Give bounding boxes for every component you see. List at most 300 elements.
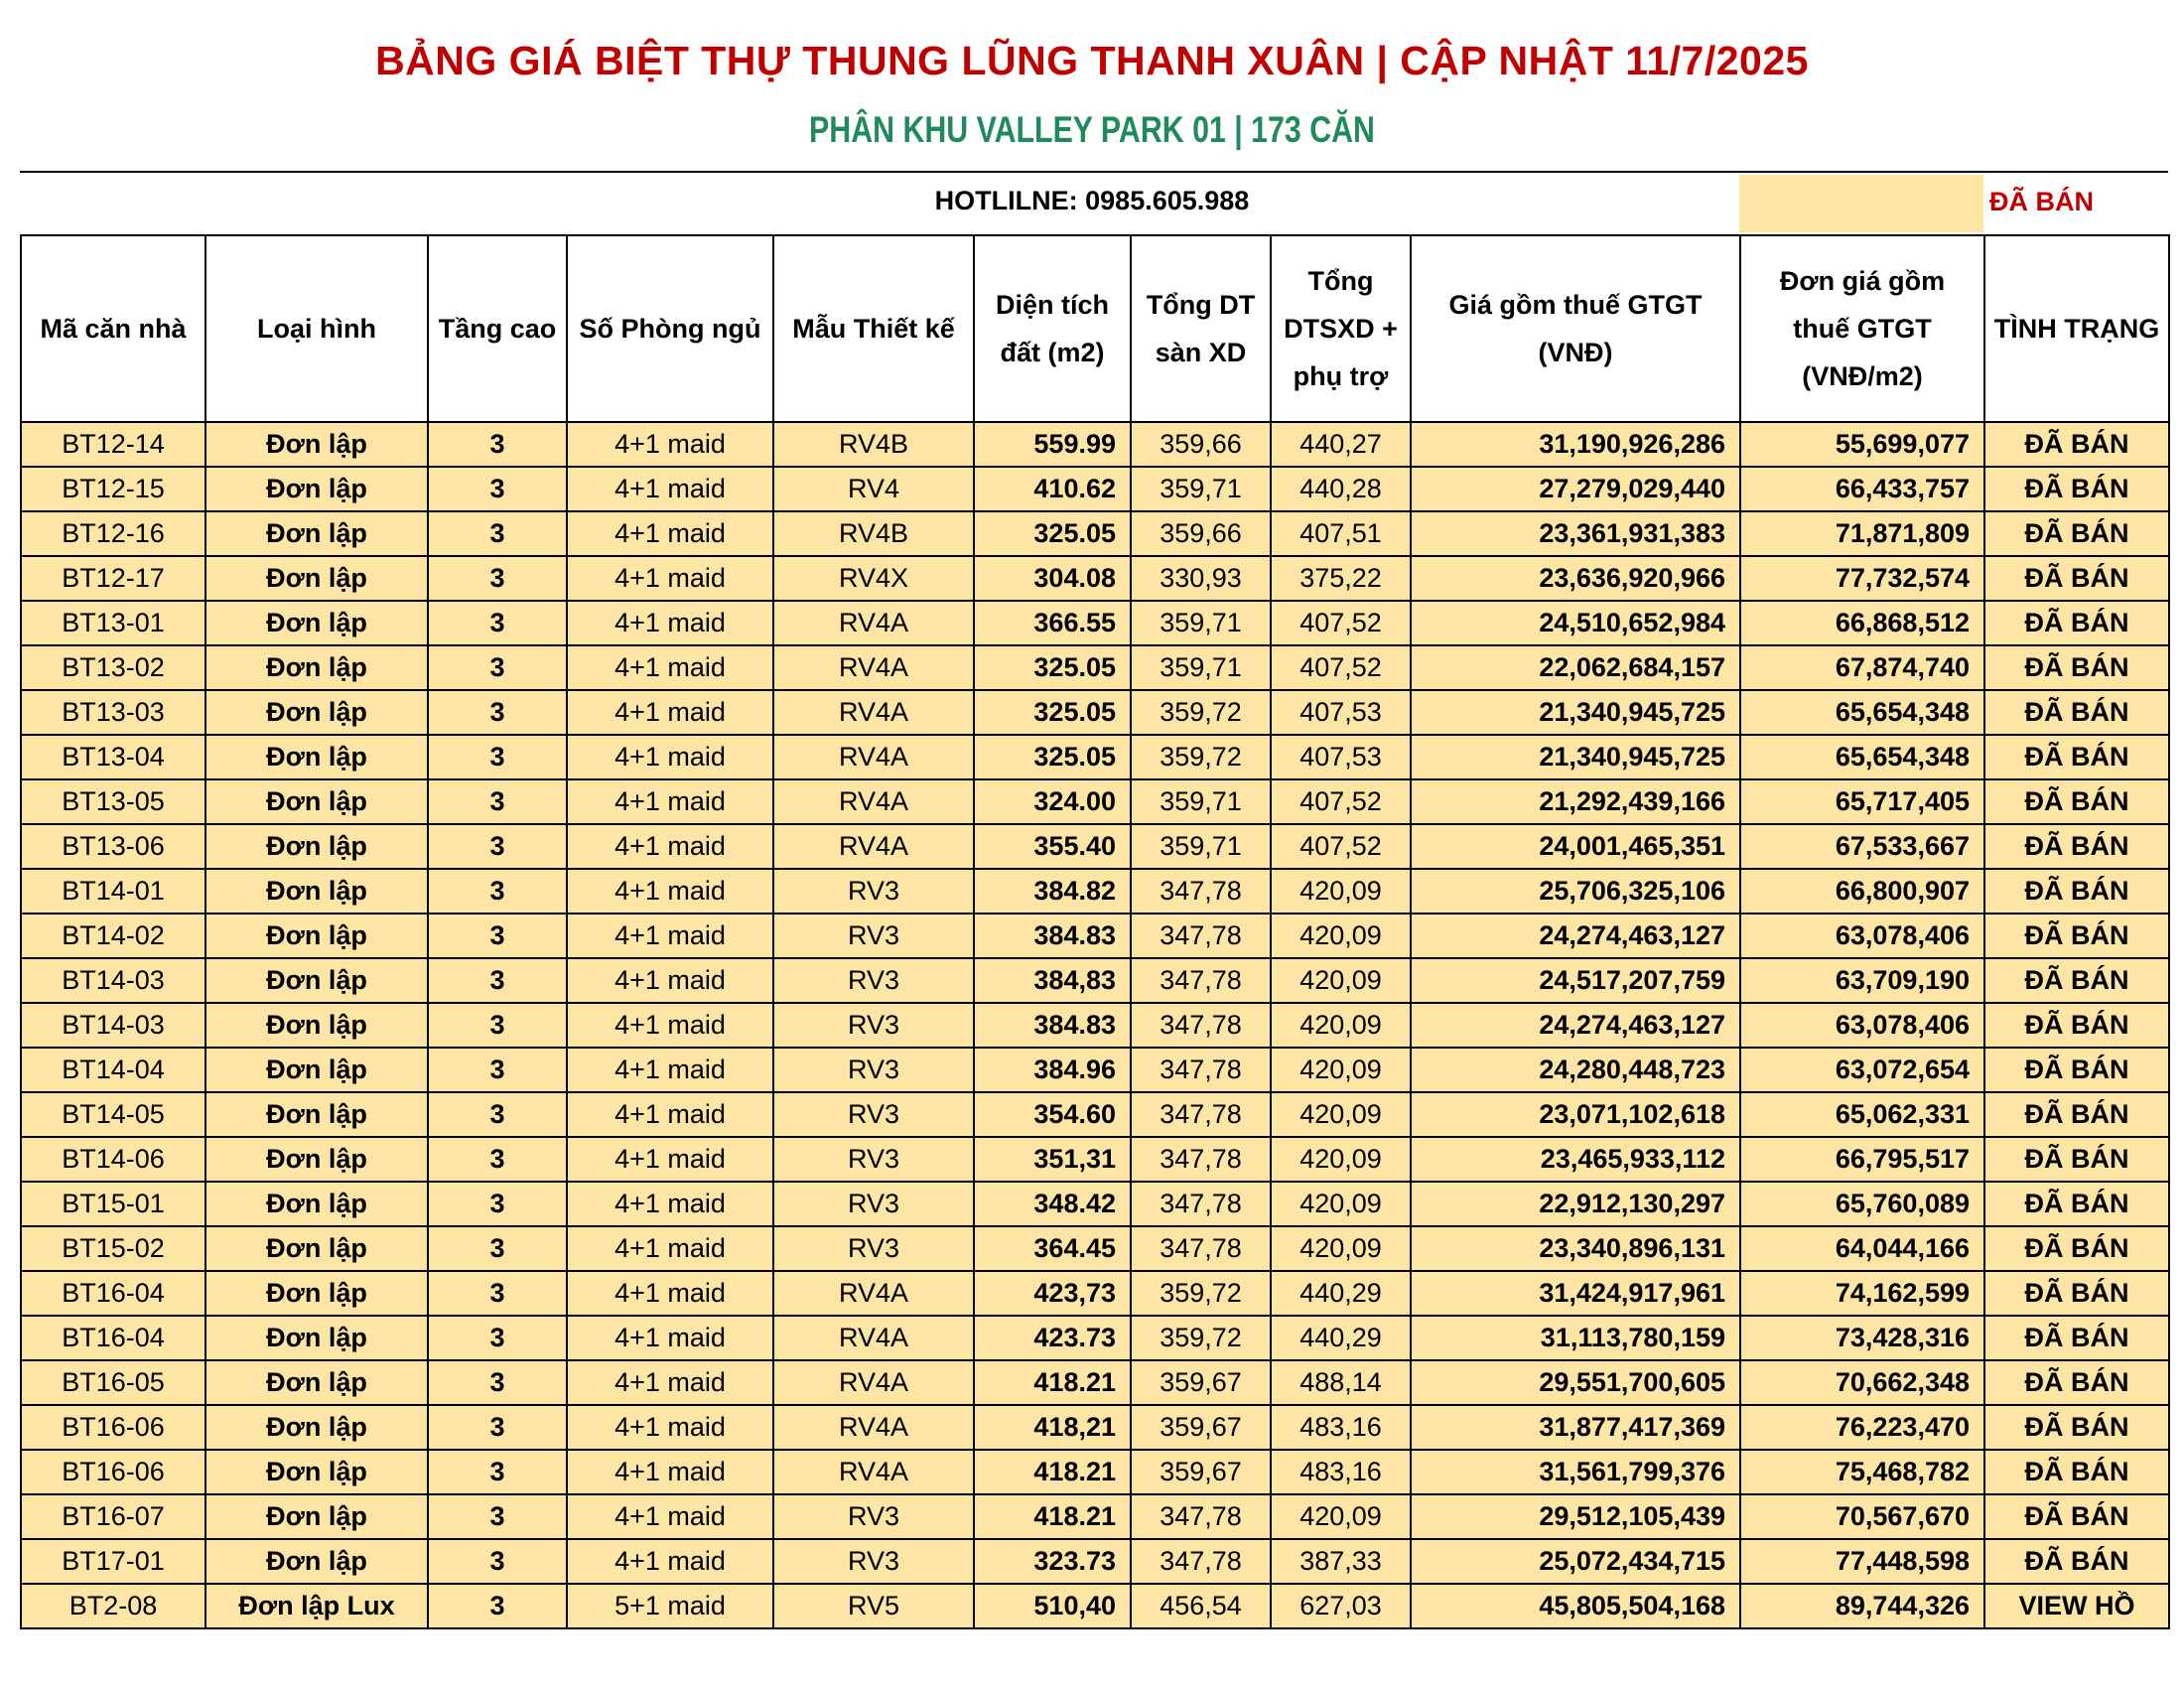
- cell-floors: 3: [428, 601, 567, 645]
- cell-type: Đơn lập: [205, 1137, 428, 1182]
- cell-unit-code: BT16-06: [21, 1450, 205, 1494]
- table-row: [21, 511, 2169, 556]
- table-row: [21, 422, 2169, 467]
- cell-floors: 3: [428, 1226, 567, 1271]
- table-row: [21, 1271, 2169, 1316]
- cell-unit-price: 65,654,348: [1740, 690, 1984, 735]
- cell-floors: 3: [428, 1092, 567, 1137]
- cell-status: ĐÃ BÁN: [1984, 1539, 2169, 1584]
- cell-total-area: 483,16: [1271, 1405, 1411, 1450]
- cell-land-area: 384.83: [974, 1003, 1131, 1048]
- table-row: [21, 690, 2169, 735]
- cell-total-area: 440,29: [1271, 1316, 1411, 1360]
- cell-land-area: 325.05: [974, 645, 1131, 690]
- cell-type: Đơn lập: [205, 824, 428, 869]
- cell-unit-price: 55,699,077: [1740, 422, 1984, 467]
- cell-type: Đơn lập: [205, 914, 428, 958]
- cell-bedrooms: 4+1 maid: [567, 422, 773, 467]
- column-header: Đơn giá gồm thuế GTGT (VNĐ/m2): [1740, 235, 1984, 422]
- cell-floors: 3: [428, 1405, 567, 1450]
- cell-design: RV3: [773, 1003, 974, 1048]
- cell-land-area: 366.55: [974, 601, 1131, 645]
- cell-unit-code: BT16-06: [21, 1405, 205, 1450]
- cell-floors: 3: [428, 1584, 567, 1628]
- cell-total-area: 375,22: [1271, 556, 1411, 601]
- cell-price: 31,424,917,961: [1411, 1271, 1740, 1316]
- cell-floors: 3: [428, 1450, 567, 1494]
- cell-unit-code: BT17-01: [21, 1539, 205, 1584]
- cell-unit-price: 77,732,574: [1740, 556, 1984, 601]
- cell-total-area: 440,28: [1271, 467, 1411, 511]
- cell-bedrooms: 4+1 maid: [567, 645, 773, 690]
- cell-status: ĐÃ BÁN: [1984, 645, 2169, 690]
- table-row: [21, 1316, 2169, 1360]
- cell-land-area: 348.42: [974, 1182, 1131, 1226]
- cell-status: ĐÃ BÁN: [1984, 1360, 2169, 1405]
- column-header: Tổng DT sàn XD: [1131, 235, 1271, 422]
- cell-bedrooms: 4+1 maid: [567, 467, 773, 511]
- cell-price: 21,340,945,725: [1411, 690, 1740, 735]
- cell-status: ĐÃ BÁN: [1984, 824, 2169, 869]
- cell-floors: 3: [428, 645, 567, 690]
- cell-status: ĐÃ BÁN: [1984, 1003, 2169, 1048]
- cell-type: Đơn lập: [205, 1405, 428, 1450]
- cell-unit-price: 70,567,670: [1740, 1494, 1984, 1539]
- cell-total-area: 420,09: [1271, 958, 1411, 1003]
- cell-type: Đơn lập: [205, 1048, 428, 1092]
- column-header: Mã căn nhà: [21, 235, 205, 422]
- cell-floors: 3: [428, 914, 567, 958]
- cell-total-area: 407,53: [1271, 690, 1411, 735]
- cell-floor-area: 347,78: [1131, 1182, 1271, 1226]
- cell-total-area: 420,09: [1271, 869, 1411, 914]
- cell-bedrooms: 4+1 maid: [567, 1048, 773, 1092]
- price-table: [20, 234, 2170, 1629]
- cell-land-area: 325.05: [974, 735, 1131, 779]
- cell-type: Đơn lập: [205, 869, 428, 914]
- cell-bedrooms: 4+1 maid: [567, 1092, 773, 1137]
- cell-floor-area: 359,72: [1131, 1316, 1271, 1360]
- cell-floor-area: 347,78: [1131, 1494, 1271, 1539]
- cell-unit-code: BT12-16: [21, 511, 205, 556]
- cell-price: 29,512,105,439: [1411, 1494, 1740, 1539]
- cell-land-area: 384,83: [974, 958, 1131, 1003]
- cell-bedrooms: 4+1 maid: [567, 1360, 773, 1405]
- cell-floor-area: 456,54: [1131, 1584, 1271, 1628]
- cell-design: RV3: [773, 1226, 974, 1271]
- cell-total-area: 407,51: [1271, 511, 1411, 556]
- cell-floor-area: 359,71: [1131, 645, 1271, 690]
- cell-price: 25,072,434,715: [1411, 1539, 1740, 1584]
- cell-land-area: 418.21: [974, 1450, 1131, 1494]
- cell-unit-price: 66,868,512: [1740, 601, 1984, 645]
- column-header: Tầng cao: [428, 235, 567, 422]
- table-row: [21, 1137, 2169, 1182]
- cell-status: ĐÃ BÁN: [1984, 1182, 2169, 1226]
- cell-floors: 3: [428, 1182, 567, 1226]
- table-row: [21, 1539, 2169, 1584]
- cell-floors: 3: [428, 1271, 567, 1316]
- table-row: [21, 779, 2169, 824]
- cell-design: RV4X: [773, 556, 974, 601]
- cell-bedrooms: 5+1 maid: [567, 1584, 773, 1628]
- cell-floor-area: 347,78: [1131, 958, 1271, 1003]
- cell-unit-price: 63,078,406: [1740, 914, 1984, 958]
- cell-unit-code: BT13-02: [21, 645, 205, 690]
- cell-price: 45,805,504,168: [1411, 1584, 1740, 1628]
- page-subtitle: PHÂN KHU VALLEY PARK 01 | 173 CĂN: [809, 109, 1375, 150]
- cell-unit-price: 66,800,907: [1740, 869, 1984, 914]
- cell-bedrooms: 4+1 maid: [567, 511, 773, 556]
- cell-design: RV3: [773, 1048, 974, 1092]
- cell-price: 22,912,130,297: [1411, 1182, 1740, 1226]
- cell-price: 23,340,896,131: [1411, 1226, 1740, 1271]
- cell-unit-code: BT13-06: [21, 824, 205, 869]
- table-row: [21, 601, 2169, 645]
- cell-bedrooms: 4+1 maid: [567, 1003, 773, 1048]
- cell-floor-area: 359,72: [1131, 735, 1271, 779]
- cell-total-area: 420,09: [1271, 1137, 1411, 1182]
- cell-design: RV3: [773, 1182, 974, 1226]
- cell-type: Đơn lập: [205, 735, 428, 779]
- cell-unit-price: 70,662,348: [1740, 1360, 1984, 1405]
- cell-unit-price: 63,078,406: [1740, 1003, 1984, 1048]
- table-row: [21, 1494, 2169, 1539]
- cell-price: 24,274,463,127: [1411, 914, 1740, 958]
- legend-swatch: [1739, 175, 1983, 232]
- cell-unit-price: 71,871,809: [1740, 511, 1984, 556]
- cell-price: 24,274,463,127: [1411, 1003, 1740, 1048]
- cell-unit-code: BT14-01: [21, 869, 205, 914]
- table-row: [21, 645, 2169, 690]
- page-title: BẢNG GIÁ BIỆT THỰ THUNG LŨNG THANH XUÂN | CẬP NHẬT 11/7/2025: [375, 38, 1809, 83]
- cell-floors: 3: [428, 1048, 567, 1092]
- cell-type: Đơn lập: [205, 422, 428, 467]
- cell-floors: 3: [428, 779, 567, 824]
- cell-unit-price: 66,433,757: [1740, 467, 1984, 511]
- cell-status: ĐÃ BÁN: [1984, 422, 2169, 467]
- cell-unit-price: 63,709,190: [1740, 958, 1984, 1003]
- cell-floor-area: 347,78: [1131, 869, 1271, 914]
- cell-total-area: 420,09: [1271, 1092, 1411, 1137]
- column-header: Diện tích đất (m2): [974, 235, 1131, 422]
- cell-total-area: 488,14: [1271, 1360, 1411, 1405]
- cell-design: RV4A: [773, 645, 974, 690]
- cell-land-area: 355.40: [974, 824, 1131, 869]
- cell-bedrooms: 4+1 maid: [567, 1405, 773, 1450]
- cell-unit-price: 75,468,782: [1740, 1450, 1984, 1494]
- cell-bedrooms: 4+1 maid: [567, 824, 773, 869]
- cell-design: RV4A: [773, 735, 974, 779]
- cell-status: ĐÃ BÁN: [1984, 690, 2169, 735]
- cell-land-area: 325.05: [974, 511, 1131, 556]
- cell-type: Đơn lập: [205, 1092, 428, 1137]
- cell-land-area: 323.73: [974, 1539, 1131, 1584]
- cell-price: 21,292,439,166: [1411, 779, 1740, 824]
- cell-floors: 3: [428, 1494, 567, 1539]
- cell-status: ĐÃ BÁN: [1984, 869, 2169, 914]
- cell-land-area: 418.21: [974, 1494, 1131, 1539]
- table-row: [21, 467, 2169, 511]
- cell-price: 23,636,920,966: [1411, 556, 1740, 601]
- cell-type: Đơn lập: [205, 556, 428, 601]
- column-header: TÌNH TRẠNG: [1984, 235, 2169, 422]
- cell-status: ĐÃ BÁN: [1984, 1137, 2169, 1182]
- cell-unit-code: BT13-01: [21, 601, 205, 645]
- cell-bedrooms: 4+1 maid: [567, 690, 773, 735]
- cell-bedrooms: 4+1 maid: [567, 779, 773, 824]
- cell-type: Đơn lập Lux: [205, 1584, 428, 1628]
- cell-unit-code: BT13-03: [21, 690, 205, 735]
- cell-status: ĐÃ BÁN: [1984, 1405, 2169, 1450]
- cell-unit-price: 77,448,598: [1740, 1539, 1984, 1584]
- cell-unit-code: BT12-15: [21, 467, 205, 511]
- cell-price: 23,071,102,618: [1411, 1092, 1740, 1137]
- cell-unit-price: 65,760,089: [1740, 1182, 1984, 1226]
- cell-unit-price: 65,654,348: [1740, 735, 1984, 779]
- table-row: [21, 824, 2169, 869]
- cell-status: ĐÃ BÁN: [1984, 1316, 2169, 1360]
- cell-floor-area: 359,72: [1131, 1271, 1271, 1316]
- legend-label: ĐÃ BÁN: [1989, 187, 2094, 216]
- cell-price: 31,190,926,286: [1411, 422, 1740, 467]
- cell-price: 23,465,933,112: [1411, 1137, 1740, 1182]
- cell-bedrooms: 4+1 maid: [567, 1226, 773, 1271]
- cell-design: RV4A: [773, 1405, 974, 1450]
- table-row: [21, 735, 2169, 779]
- cell-total-area: 407,53: [1271, 735, 1411, 779]
- cell-land-area: 418.21: [974, 1360, 1131, 1405]
- cell-type: Đơn lập: [205, 1271, 428, 1316]
- cell-land-area: 384.83: [974, 914, 1131, 958]
- cell-total-area: 407,52: [1271, 601, 1411, 645]
- cell-floors: 3: [428, 556, 567, 601]
- cell-design: RV5: [773, 1584, 974, 1628]
- cell-total-area: 420,09: [1271, 1494, 1411, 1539]
- cell-total-area: 387,33: [1271, 1539, 1411, 1584]
- cell-price: 24,510,652,984: [1411, 601, 1740, 645]
- cell-floor-area: 359,71: [1131, 467, 1271, 511]
- cell-design: RV3: [773, 1539, 974, 1584]
- cell-type: Đơn lập: [205, 1003, 428, 1048]
- cell-land-area: 410.62: [974, 467, 1131, 511]
- cell-status: VIEW HỒ: [1984, 1584, 2169, 1628]
- cell-unit-code: BT2-08: [21, 1584, 205, 1628]
- cell-floors: 3: [428, 511, 567, 556]
- cell-unit-code: BT12-17: [21, 556, 205, 601]
- cell-price: 31,561,799,376: [1411, 1450, 1740, 1494]
- cell-bedrooms: 4+1 maid: [567, 556, 773, 601]
- cell-floor-area: 359,67: [1131, 1405, 1271, 1450]
- cell-total-area: 407,52: [1271, 824, 1411, 869]
- cell-type: Đơn lập: [205, 645, 428, 690]
- cell-land-area: 559.99: [974, 422, 1131, 467]
- cell-unit-code: BT13-05: [21, 779, 205, 824]
- cell-total-area: 440,29: [1271, 1271, 1411, 1316]
- cell-bedrooms: 4+1 maid: [567, 958, 773, 1003]
- cell-floors: 3: [428, 869, 567, 914]
- cell-type: Đơn lập: [205, 1360, 428, 1405]
- column-header: Tổng DTSXD + phụ trợ: [1271, 235, 1411, 422]
- cell-floor-area: 347,78: [1131, 914, 1271, 958]
- cell-land-area: 384.96: [974, 1048, 1131, 1092]
- cell-floors: 3: [428, 1360, 567, 1405]
- cell-design: RV3: [773, 1494, 974, 1539]
- cell-type: Đơn lập: [205, 467, 428, 511]
- cell-unit-code: BT15-02: [21, 1226, 205, 1271]
- cell-unit-price: 65,717,405: [1740, 779, 1984, 824]
- cell-bedrooms: 4+1 maid: [567, 1450, 773, 1494]
- cell-status: ĐÃ BÁN: [1984, 914, 2169, 958]
- cell-design: RV4A: [773, 690, 974, 735]
- cell-land-area: 423,73: [974, 1271, 1131, 1316]
- column-header: Mẫu Thiết kế: [773, 235, 974, 422]
- cell-status: ĐÃ BÁN: [1984, 1494, 2169, 1539]
- cell-type: Đơn lập: [205, 1316, 428, 1360]
- table-row: [21, 1360, 2169, 1405]
- divider: [20, 171, 2168, 173]
- cell-land-area: 354.60: [974, 1092, 1131, 1137]
- cell-price: 23,361,931,383: [1411, 511, 1740, 556]
- cell-floors: 3: [428, 467, 567, 511]
- table-row: [21, 869, 2169, 914]
- cell-floor-area: 359,66: [1131, 422, 1271, 467]
- cell-unit-code: BT14-03: [21, 1003, 205, 1048]
- cell-floor-area: 359,67: [1131, 1360, 1271, 1405]
- cell-unit-code: BT12-14: [21, 422, 205, 467]
- cell-total-area: 420,09: [1271, 1003, 1411, 1048]
- cell-status: ĐÃ BÁN: [1984, 601, 2169, 645]
- cell-type: Đơn lập: [205, 1494, 428, 1539]
- cell-design: RV4A: [773, 1360, 974, 1405]
- cell-floor-area: 359,72: [1131, 690, 1271, 735]
- table-row: [21, 958, 2169, 1003]
- cell-status: ĐÃ BÁN: [1984, 735, 2169, 779]
- cell-unit-code: BT16-04: [21, 1316, 205, 1360]
- cell-status: ĐÃ BÁN: [1984, 779, 2169, 824]
- table-row: [21, 914, 2169, 958]
- cell-total-area: 407,52: [1271, 779, 1411, 824]
- cell-land-area: 324.00: [974, 779, 1131, 824]
- cell-unit-code: BT16-04: [21, 1271, 205, 1316]
- cell-floor-area: 359,71: [1131, 601, 1271, 645]
- table-row: [21, 1182, 2169, 1226]
- cell-floor-area: 330,93: [1131, 556, 1271, 601]
- cell-bedrooms: 4+1 maid: [567, 1539, 773, 1584]
- cell-design: RV4A: [773, 824, 974, 869]
- cell-bedrooms: 4+1 maid: [567, 1494, 773, 1539]
- cell-land-area: 304.08: [974, 556, 1131, 601]
- cell-floors: 3: [428, 690, 567, 735]
- cell-total-area: 407,52: [1271, 645, 1411, 690]
- cell-land-area: 510,40: [974, 1584, 1131, 1628]
- cell-status: ĐÃ BÁN: [1984, 1092, 2169, 1137]
- cell-design: RV3: [773, 869, 974, 914]
- cell-design: RV4B: [773, 511, 974, 556]
- table-header-row: [21, 235, 2169, 422]
- cell-unit-price: 74,162,599: [1740, 1271, 1984, 1316]
- cell-type: Đơn lập: [205, 1539, 428, 1584]
- cell-status: ĐÃ BÁN: [1984, 1450, 2169, 1494]
- table-row: [21, 1003, 2169, 1048]
- table-row: [21, 1450, 2169, 1494]
- cell-floors: 3: [428, 958, 567, 1003]
- cell-status: ĐÃ BÁN: [1984, 556, 2169, 601]
- cell-status: ĐÃ BÁN: [1984, 511, 2169, 556]
- cell-status: ĐÃ BÁN: [1984, 1048, 2169, 1092]
- hotline-text: HOTLILNE: 0985.605.988: [934, 186, 1250, 215]
- cell-unit-price: 73,428,316: [1740, 1316, 1984, 1360]
- cell-type: Đơn lập: [205, 1182, 428, 1226]
- cell-unit-code: BT13-04: [21, 735, 205, 779]
- cell-unit-code: BT14-03: [21, 958, 205, 1003]
- cell-unit-price: 67,533,667: [1740, 824, 1984, 869]
- cell-land-area: 418,21: [974, 1405, 1131, 1450]
- cell-floor-area: 359,71: [1131, 779, 1271, 824]
- cell-floors: 3: [428, 1003, 567, 1048]
- cell-unit-price: 64,044,166: [1740, 1226, 1984, 1271]
- cell-price: 27,279,029,440: [1411, 467, 1740, 511]
- table-row: [21, 1226, 2169, 1271]
- cell-unit-price: 63,072,654: [1740, 1048, 1984, 1092]
- column-header: Giá gồm thuế GTGT (VNĐ): [1411, 235, 1740, 422]
- cell-type: Đơn lập: [205, 1226, 428, 1271]
- cell-type: Đơn lập: [205, 601, 428, 645]
- cell-bedrooms: 4+1 maid: [567, 869, 773, 914]
- cell-type: Đơn lập: [205, 1450, 428, 1494]
- cell-unit-code: BT14-06: [21, 1137, 205, 1182]
- cell-total-area: 420,09: [1271, 1226, 1411, 1271]
- cell-type: Đơn lập: [205, 690, 428, 735]
- cell-floor-area: 347,78: [1131, 1003, 1271, 1048]
- cell-land-area: 364.45: [974, 1226, 1131, 1271]
- cell-design: RV4A: [773, 1316, 974, 1360]
- cell-price: 29,551,700,605: [1411, 1360, 1740, 1405]
- cell-unit-code: BT14-02: [21, 914, 205, 958]
- cell-land-area: 384.82: [974, 869, 1131, 914]
- cell-total-area: 483,16: [1271, 1450, 1411, 1494]
- cell-design: RV3: [773, 914, 974, 958]
- cell-design: RV4: [773, 467, 974, 511]
- cell-design: RV4A: [773, 1271, 974, 1316]
- cell-floors: 3: [428, 1539, 567, 1584]
- cell-design: RV3: [773, 1137, 974, 1182]
- cell-unit-code: BT15-01: [21, 1182, 205, 1226]
- cell-floors: 3: [428, 422, 567, 467]
- cell-price: 22,062,684,157: [1411, 645, 1740, 690]
- cell-status: ĐÃ BÁN: [1984, 467, 2169, 511]
- cell-price: 31,113,780,159: [1411, 1316, 1740, 1360]
- cell-design: RV4A: [773, 1450, 974, 1494]
- cell-unit-price: 76,223,470: [1740, 1405, 1984, 1450]
- cell-unit-price: 65,062,331: [1740, 1092, 1984, 1137]
- column-header: Loại hình: [205, 235, 428, 422]
- cell-floor-area: 347,78: [1131, 1137, 1271, 1182]
- cell-land-area: 325.05: [974, 690, 1131, 735]
- table-row: [21, 1092, 2169, 1137]
- cell-floor-area: 359,67: [1131, 1450, 1271, 1494]
- cell-bedrooms: 4+1 maid: [567, 1316, 773, 1360]
- cell-total-area: 420,09: [1271, 1048, 1411, 1092]
- table-row: [21, 556, 2169, 601]
- cell-status: ĐÃ BÁN: [1984, 1226, 2169, 1271]
- cell-floors: 3: [428, 735, 567, 779]
- cell-unit-code: BT14-05: [21, 1092, 205, 1137]
- table-row: [21, 1584, 2169, 1628]
- cell-design: RV4A: [773, 779, 974, 824]
- cell-unit-price: 89,744,326: [1740, 1584, 1984, 1628]
- cell-bedrooms: 4+1 maid: [567, 914, 773, 958]
